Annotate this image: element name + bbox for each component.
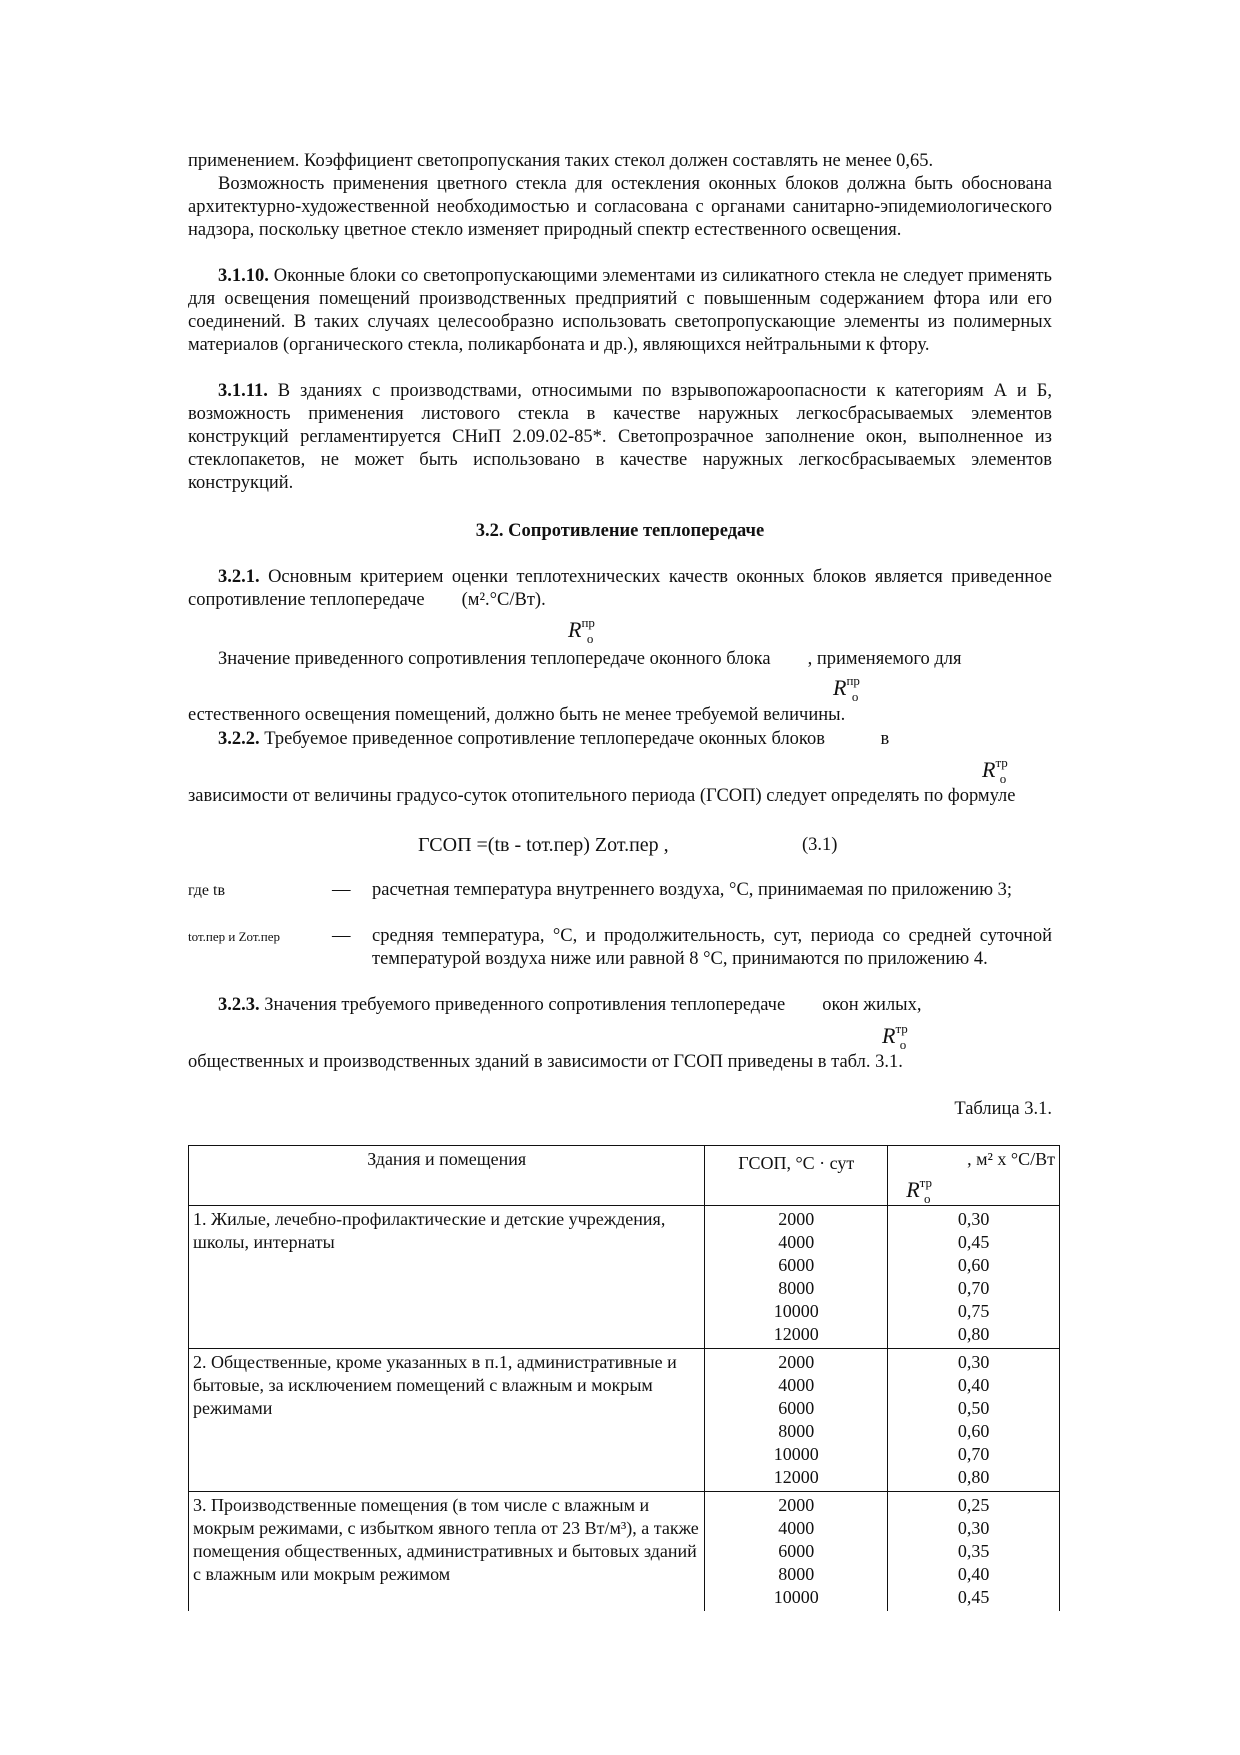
gsop-cell bbox=[705, 1492, 888, 1612]
clause-number: 3.1.10. bbox=[218, 266, 269, 286]
gsop-value: 4000 bbox=[778, 1375, 815, 1395]
paragraph: Возможность применения цветного стекла для остекления оконных блоков должна быть обоснована архитектурно-художественной необходимостью и согласована с органами санитарно-эпидемиологического надзора, поскольку цветное стекло изменяет природный спектр естественного освещения. bbox=[188, 174, 1052, 240]
clause-number: 3.2.2. bbox=[218, 729, 260, 749]
resistance-cell bbox=[888, 1349, 1060, 1492]
resistance-value: 0,45 bbox=[957, 1232, 990, 1252]
resistance-table bbox=[188, 1145, 1060, 1611]
definition-term: где tв bbox=[188, 882, 226, 899]
gsop-value: 4000 bbox=[778, 1518, 815, 1538]
gsop-value: 8000 bbox=[778, 1421, 815, 1441]
resistance-value: 0,30 bbox=[957, 1209, 990, 1229]
resistance-value: 0,60 bbox=[957, 1421, 990, 1441]
resistance-value: 0,75 bbox=[957, 1301, 990, 1321]
clause-text: В зданиях с производствами, относимыми по взрывопожароопасности к категориям А и Б, возможность применения листового стекла в качестве наружных легкосбрасываемых элементов конструкций регламентируется СНиП 2.09.02-85*. Светопрозрачное заполнение окон, выполненное из стеклопакетов, не может быть использовано в качестве наружных легкосбрасываемых элементов конструкций. bbox=[188, 381, 1052, 493]
paragraph-3-1-11 bbox=[188, 380, 1052, 495]
resistance-value: 0,25 bbox=[957, 1495, 990, 1515]
gsop-value: 8000 bbox=[778, 1278, 815, 1298]
r-pr-symbol: $R^{пр}_о$ bbox=[833, 673, 860, 704]
formula-number: (3.1) bbox=[802, 835, 838, 855]
gsop-value: 4000 bbox=[778, 1232, 815, 1252]
paragraph: зависимости от величины градусо-суток отопительного периода (ГСОП) следует определять по формуле bbox=[188, 786, 1016, 806]
table-row bbox=[189, 1349, 1060, 1492]
gsop-value: 10000 bbox=[773, 1444, 819, 1464]
resistance-value: 0,40 bbox=[957, 1564, 990, 1584]
section-heading: 3.2. Сопротивление теплопередаче bbox=[475, 521, 765, 541]
column-header: ГСОП, °С · сут bbox=[705, 1146, 888, 1206]
resistance-value: 0,30 bbox=[957, 1352, 990, 1372]
gsop-cell bbox=[705, 1206, 888, 1349]
dash: — bbox=[332, 926, 351, 946]
resistance-value: 0,80 bbox=[957, 1324, 990, 1344]
table-row bbox=[189, 1206, 1060, 1349]
paragraph-3-2-2 bbox=[188, 728, 1052, 751]
gsop-value: 6000 bbox=[778, 1255, 815, 1275]
paragraph: Значение приведенного сопротивления теплопередаче оконного блока , применяемого для bbox=[218, 649, 962, 669]
resistance-value: 0,45 bbox=[957, 1587, 990, 1607]
column-header: Здания и помещения bbox=[189, 1146, 705, 1206]
table-row bbox=[189, 1492, 1060, 1612]
paragraph-3-1-10 bbox=[188, 265, 1052, 357]
gsop-value: 12000 bbox=[773, 1324, 819, 1344]
resistance-value: 0,80 bbox=[957, 1467, 990, 1487]
gsop-value: 2000 bbox=[778, 1495, 815, 1515]
formula: ГСОП =(tв - tот.пер) Zот.пер , bbox=[418, 834, 669, 856]
paragraph-3-2-3 bbox=[188, 994, 1052, 1017]
resistance-value: 0,60 bbox=[957, 1255, 990, 1275]
cell-text: 1. Жилые, лечебно-профилактические и детские учреждения, школы, интернаты bbox=[193, 1209, 666, 1252]
resistance-value: 0,70 bbox=[957, 1278, 990, 1298]
r-tr-symbol: $R^{тр}_о$ bbox=[906, 1175, 932, 1206]
r-tr-symbol: $R^{тр}_о$ bbox=[882, 1021, 908, 1052]
paragraph-3-2-1 bbox=[188, 566, 1057, 612]
gsop-value: 6000 bbox=[778, 1541, 815, 1561]
resistance-value: 0,70 bbox=[957, 1444, 990, 1464]
clause-text: Требуемое приведенное сопротивление теплопередаче оконных блоков в bbox=[259, 729, 890, 749]
clause-number: 3.2.1. bbox=[218, 567, 260, 587]
table-caption: Таблица 3.1. bbox=[954, 1099, 1052, 1119]
building-type-cell bbox=[189, 1492, 705, 1612]
resistance-value: 0,40 bbox=[957, 1375, 990, 1395]
resistance-value: 0,30 bbox=[957, 1518, 990, 1538]
resistance-cell bbox=[888, 1492, 1060, 1612]
resistance-value: 0,35 bbox=[957, 1541, 990, 1561]
column-header: , м² х °С/Вт $R^{тр}_о$ bbox=[888, 1146, 1060, 1206]
definition-text: расчетная температура внутреннего воздуха, °С, принимаемая по приложению 3; bbox=[372, 880, 1013, 900]
clause-text: Значения требуемого приведенного сопротивления теплопередаче окон жилых, bbox=[259, 995, 922, 1015]
dash: — bbox=[332, 880, 351, 900]
paragraph: общественных и производственных зданий в зависимости от ГСОП приведены в табл. 3.1. bbox=[188, 1052, 903, 1072]
gsop-value: 10000 bbox=[773, 1301, 819, 1321]
building-type-cell bbox=[189, 1206, 705, 1349]
definition-term: tот.пер и Zот.пер bbox=[188, 929, 281, 944]
building-type-cell bbox=[189, 1349, 705, 1492]
cell-text: 3. Производственные помещения (в том числе с влажным и мокрым режимами, с избытком явного тепла от 23 Вт/м³), а также помещения общественных, административных и бытовых зданий с влажным или мокрым режимом bbox=[193, 1495, 699, 1584]
r-pr-symbol: $R^{пр}_о$ bbox=[568, 615, 595, 646]
clause-text: Оконные блоки со светопропускающими элементами из силикатного стекла не следует применять для освещения помещений производственных предприятий с повышенным содержанием фтора или его соединений. В таких случаях целесообразно использовать светопропускающие элементы из полимерных материалов (органического стекла, поликарбоната и др.), являющихся нейтральными к фтору. bbox=[188, 266, 1052, 355]
paragraph: применением. Коэффициент светопропускания таких стекол должен составлять не менее 0,65. bbox=[188, 151, 934, 171]
gsop-value: 6000 bbox=[778, 1398, 815, 1418]
gsop-value: 2000 bbox=[778, 1352, 815, 1372]
gsop-value: 12000 bbox=[773, 1467, 819, 1487]
definition-text: средняя температура, °С, и продолжительность, сут, периода со средней суточной температурой воздуха ниже или равной 8 °С, принимаются по приложению 4. bbox=[372, 926, 1052, 969]
resistance-cell bbox=[888, 1206, 1060, 1349]
gsop-value: 10000 bbox=[773, 1587, 819, 1607]
gsop-cell bbox=[705, 1349, 888, 1492]
r-tr-symbol: $R^{тр}_о$ bbox=[982, 755, 1008, 786]
gsop-value: 2000 bbox=[778, 1209, 815, 1229]
clause-number: 3.2.3. bbox=[218, 995, 260, 1015]
clause-text: Основным критерием оценки теплотехнических качеств оконных блоков является приведенное сопротивление теплопередаче (м².°С/Вт). bbox=[188, 567, 1057, 610]
cell-text: 2. Общественные, кроме указанных в п.1, административные и бытовые, за исключением помещений с влажным и мокрым режимами bbox=[193, 1352, 677, 1418]
table-header-row bbox=[189, 1146, 1060, 1206]
gsop-value: 8000 bbox=[778, 1564, 815, 1584]
resistance-value: 0,50 bbox=[957, 1398, 990, 1418]
paragraph: естественного освещения помещений, должно быть не менее требуемой величины. bbox=[188, 705, 846, 725]
clause-number: 3.1.11. bbox=[218, 381, 268, 401]
